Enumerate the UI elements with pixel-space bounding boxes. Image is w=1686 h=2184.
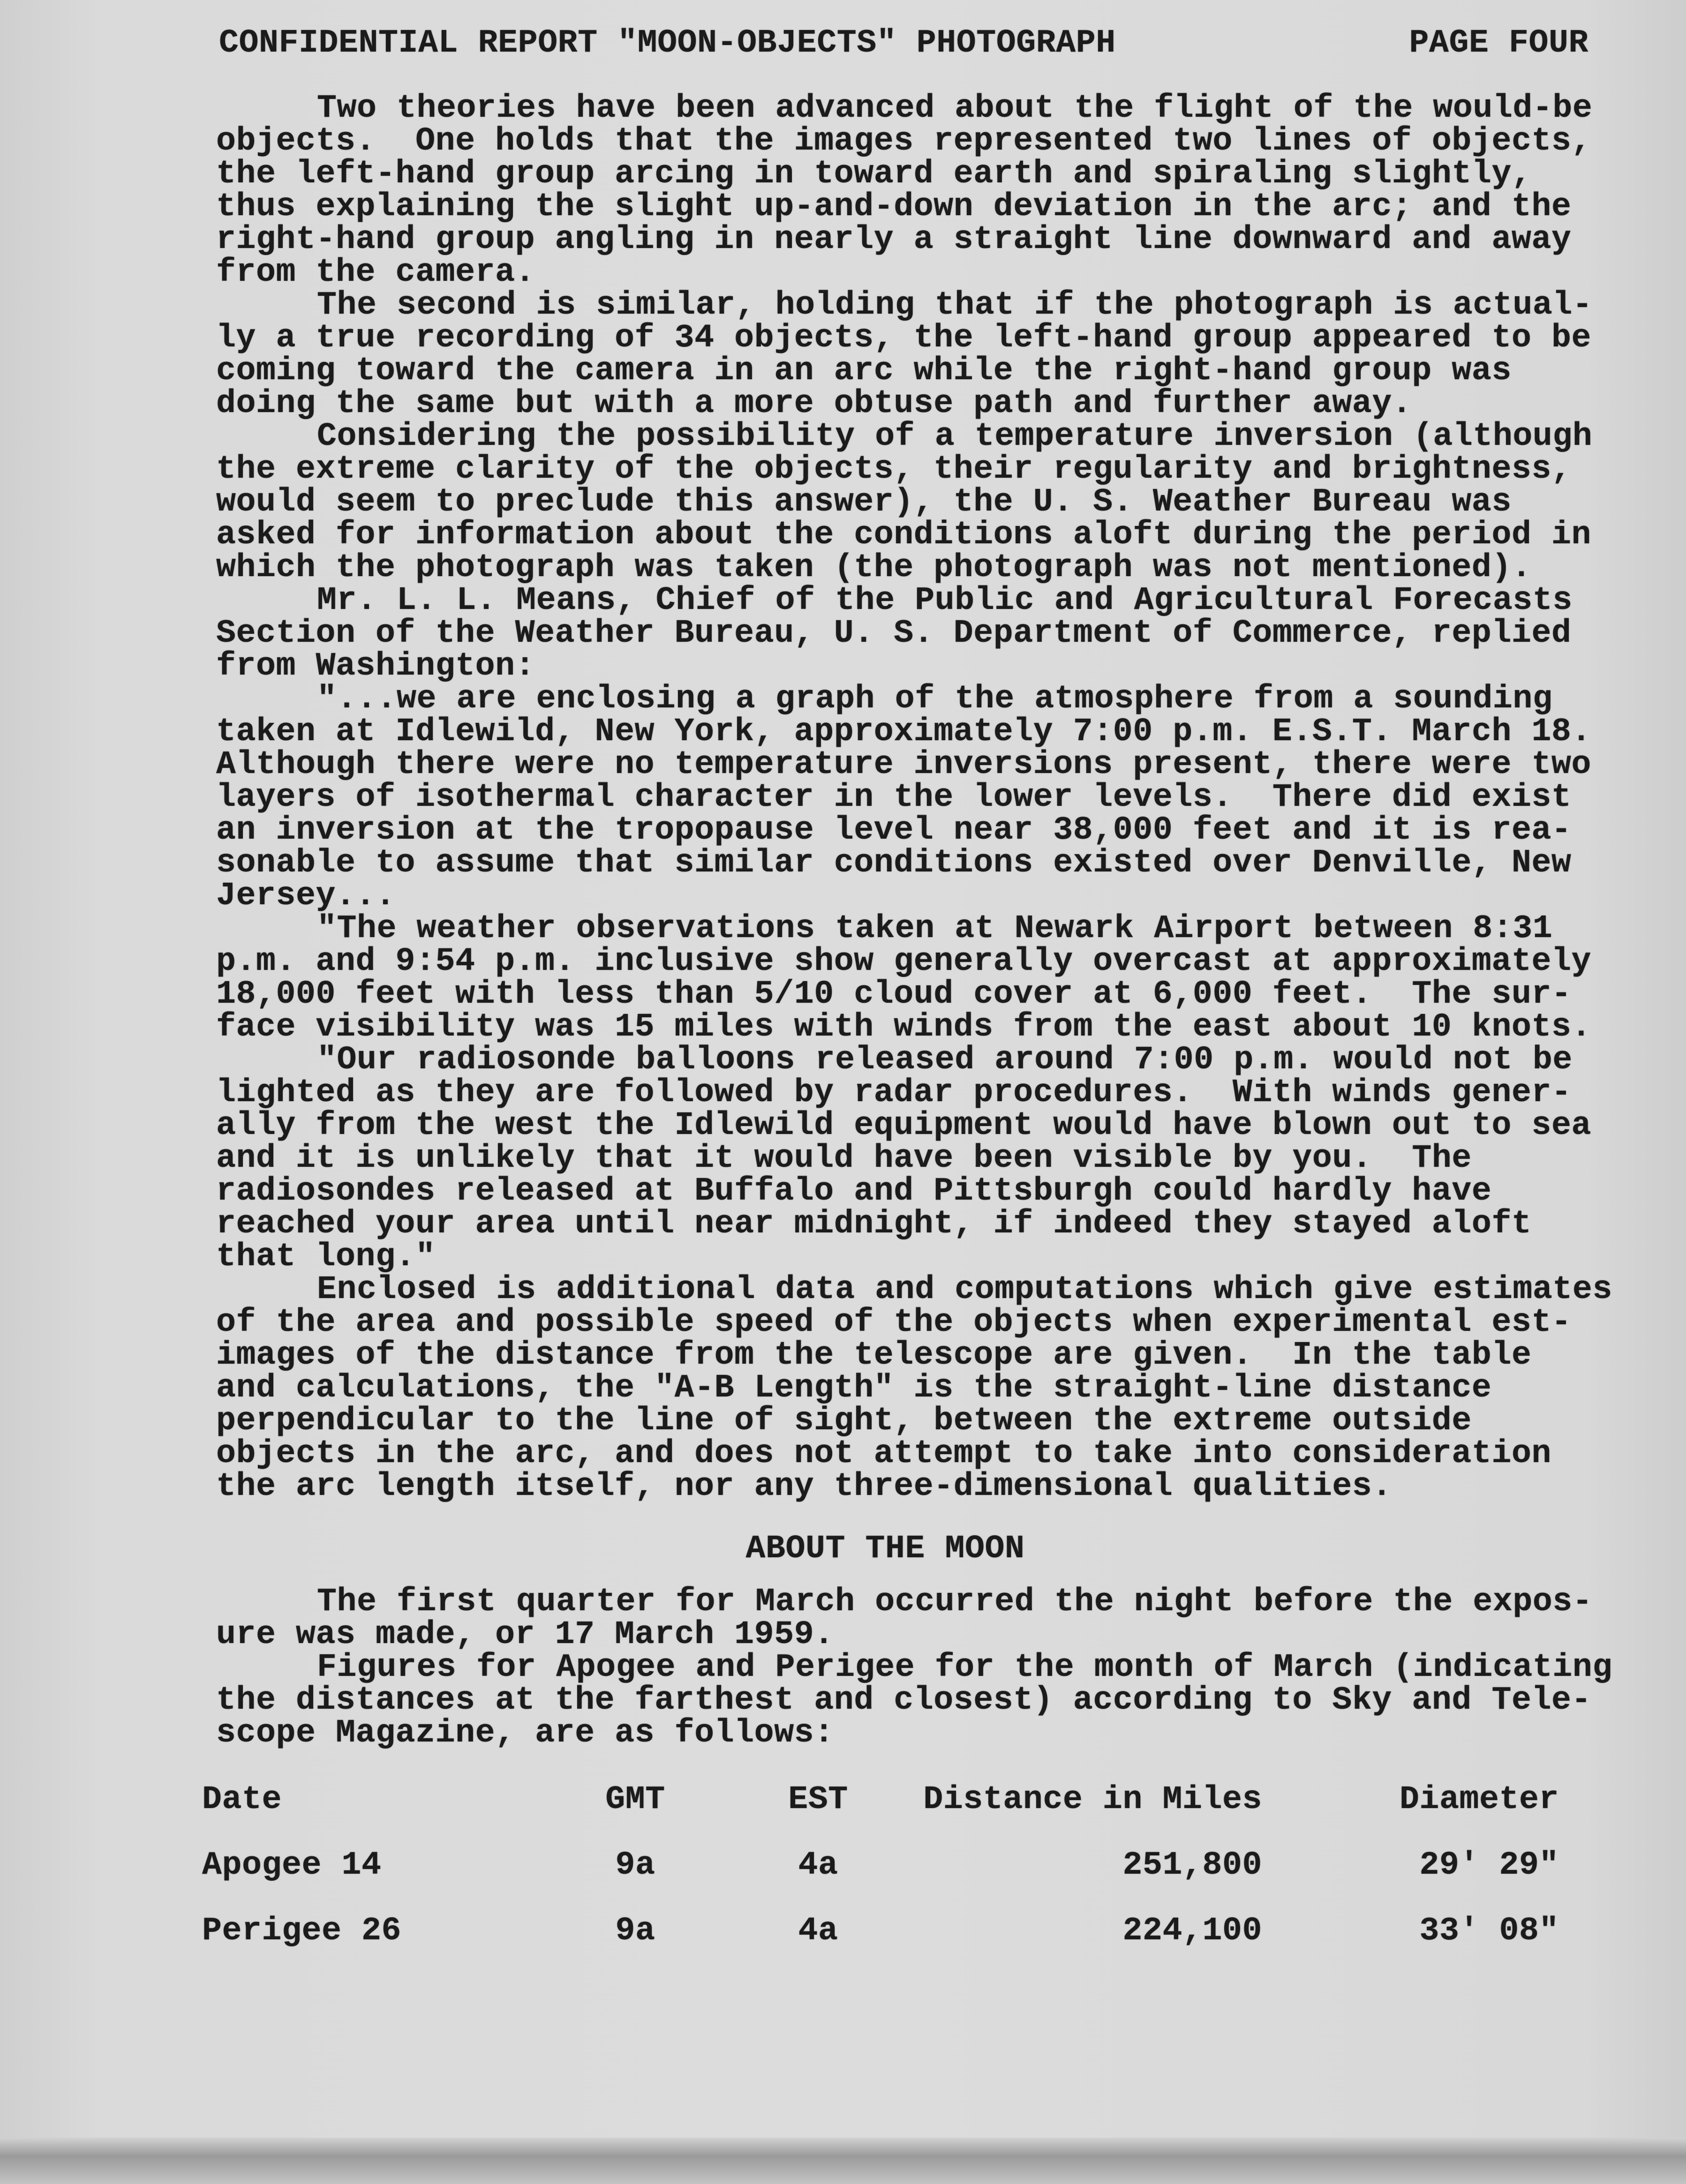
text-line: coming toward the camera in an arc while the right-hand group was (216, 353, 1512, 390)
text-line: right-hand group angling in nearly a straight line downward and away (216, 221, 1572, 258)
report-body (216, 92, 1612, 1503)
text-line: from the camera. (216, 254, 535, 291)
table-cell-distance: 224,100 (1122, 1913, 1262, 1950)
text-line: thus explaining the slight up-and-down deviation in the arc; and the (216, 188, 1572, 225)
text-line: the extreme clarity of the objects, their regularity and brightness, (216, 451, 1572, 488)
table-cell-diameter: 29' 29" (1419, 1847, 1559, 1884)
table-cell-gmt: 9a (615, 1913, 655, 1950)
table-cell-est: 4a (798, 1913, 838, 1950)
text-line: scope Magazine, are as follows: (216, 1715, 834, 1752)
text-line: 18,000 feet with less than 5/10 cloud cover at 6,000 feet. The sur- (216, 976, 1572, 1013)
text-line: Enclosed is additional data and computations which give estimates (317, 1271, 1612, 1308)
table-cell-date: Apogee 14 (202, 1847, 382, 1884)
paragraph (216, 683, 1612, 913)
text-line: "The weather observations taken at Newark Airport between 8:31 (317, 910, 1553, 947)
paragraph (216, 289, 1612, 420)
paragraph (216, 1271, 1612, 1505)
text-line: The second is similar, holding that if the photograph is actual- (317, 287, 1593, 324)
text-line: face visibility was 15 miles with winds from the east about 10 knots. (216, 1009, 1591, 1046)
text-line: "...we are enclosing a graph of the atmosphere from a sounding (317, 681, 1553, 718)
table-cell-distance: 251,800 (1122, 1847, 1262, 1884)
text-line: of the area and possible speed of the objects when experimental est- (216, 1304, 1572, 1341)
paragraph (216, 1651, 1612, 1750)
text-line: ally from the west the Idlewild equipment would have blown out to sea (216, 1107, 1591, 1144)
text-line: Jersey... (216, 878, 396, 915)
section-heading-about-the-moon: ABOUT THE MOON (745, 1531, 1025, 1568)
text-line: which the photograph was taken (the photograph was not mentioned). (216, 549, 1532, 586)
text-line: lighted as they are followed by radar procedures. With winds gener- (216, 1074, 1572, 1111)
text-line: an inversion at the tropopause level near 38,000 feet and it is rea- (216, 812, 1572, 849)
text-line: taken at Idlewild, New York, approximately 7:00 p.m. E.S.T. March 18. (216, 713, 1591, 751)
text-line: objects in the arc, and does not attempt to take into consideration (216, 1435, 1551, 1472)
text-line: images of the distance from the telescope are given. In the table (216, 1337, 1532, 1374)
column-header-est: EST (788, 1781, 848, 1818)
column-header-date: Date (202, 1781, 282, 1818)
text-line: asked for information about the conditions aloft during the period in (216, 517, 1591, 554)
column-header-diameter: Diameter (1399, 1781, 1559, 1818)
table-cell-gmt: 9a (615, 1847, 655, 1884)
text-line: Considering the possibility of a temperature inversion (although (317, 418, 1593, 455)
text-line: and it is unlikely that it would have been visible by you. The (216, 1140, 1472, 1177)
moon-section-body (216, 1586, 1612, 1750)
page-number: PAGE FOUR (1409, 25, 1588, 62)
text-line: perpendicular to the line of sight, between the extreme outside (216, 1403, 1472, 1440)
text-line: The first quarter for March occurred the night before the expos- (317, 1584, 1593, 1621)
paragraph (216, 420, 1612, 585)
text-line: Section of the Weather Bureau, U. S. Department of Commerce, replied (216, 615, 1572, 652)
paragraph (216, 92, 1612, 289)
text-line: that long." (216, 1238, 436, 1276)
text-line: the left-hand group arcing in toward earth and spiraling slightly, (216, 156, 1532, 193)
paragraph (216, 582, 1612, 685)
text-line: radiosondes released at Buffalo and Pittsburgh could hardly have (216, 1173, 1492, 1210)
column-header-gmt: GMT (605, 1781, 665, 1818)
table-cell-diameter: 33' 08" (1419, 1913, 1559, 1950)
paragraph (216, 1044, 1612, 1274)
text-line: the distances at the farthest and closest) according to Sky and Tele- (216, 1682, 1591, 1719)
text-line: objects. One holds that the images represented two lines of objects, (216, 123, 1591, 160)
text-line: "Our radiosonde balloons released around 7:00 p.m. would not be (317, 1042, 1573, 1079)
report-title: CONFIDENTIAL REPORT "MOON-OBJECTS" PHOTOGRAPH (219, 25, 1116, 62)
text-line: Two theories have been advanced about the flight of the would-be (317, 90, 1593, 127)
scan-edge (0, 2138, 1686, 2184)
text-line: reached your area until near midnight, if indeed they stayed aloft (216, 1206, 1532, 1243)
column-header-distance: Distance in Miles (923, 1781, 1262, 1818)
table-cell-date: Perigee 26 (202, 1913, 402, 1950)
paragraph (216, 1586, 1612, 1651)
text-line: Mr. L. L. Means, Chief of the Public and Agricultural Forecasts (317, 582, 1573, 619)
text-line: ure was made, or 17 March 1959. (216, 1616, 834, 1653)
text-line: doing the same but with a more obtuse path and further away. (216, 385, 1412, 422)
text-line: ly a true recording of 34 objects, the left-hand group appeared to be (216, 320, 1591, 357)
text-line: the arc length itself, nor any three-dimensional qualities. (216, 1468, 1392, 1505)
table-cell-est: 4a (798, 1847, 838, 1884)
text-line: sonable to assume that similar conditions existed over Denville, New (216, 845, 1572, 882)
text-line: from Washington: (216, 648, 535, 685)
text-line: and calculations, the "A-B Length" is the straight-line distance (216, 1370, 1492, 1407)
text-line: p.m. and 9:54 p.m. inclusive show generally overcast at approximately (216, 943, 1591, 980)
text-line: Although there were no temperature inversions present, there were two (216, 746, 1591, 783)
text-line: layers of isothermal character in the lower levels. There did exist (216, 779, 1572, 816)
text-line: Figures for Apogee and Perigee for the month of March (indicating (317, 1649, 1612, 1686)
paragraph (216, 910, 1612, 1046)
text-line: would seem to preclude this answer), the U. S. Weather Bureau was (216, 484, 1512, 521)
